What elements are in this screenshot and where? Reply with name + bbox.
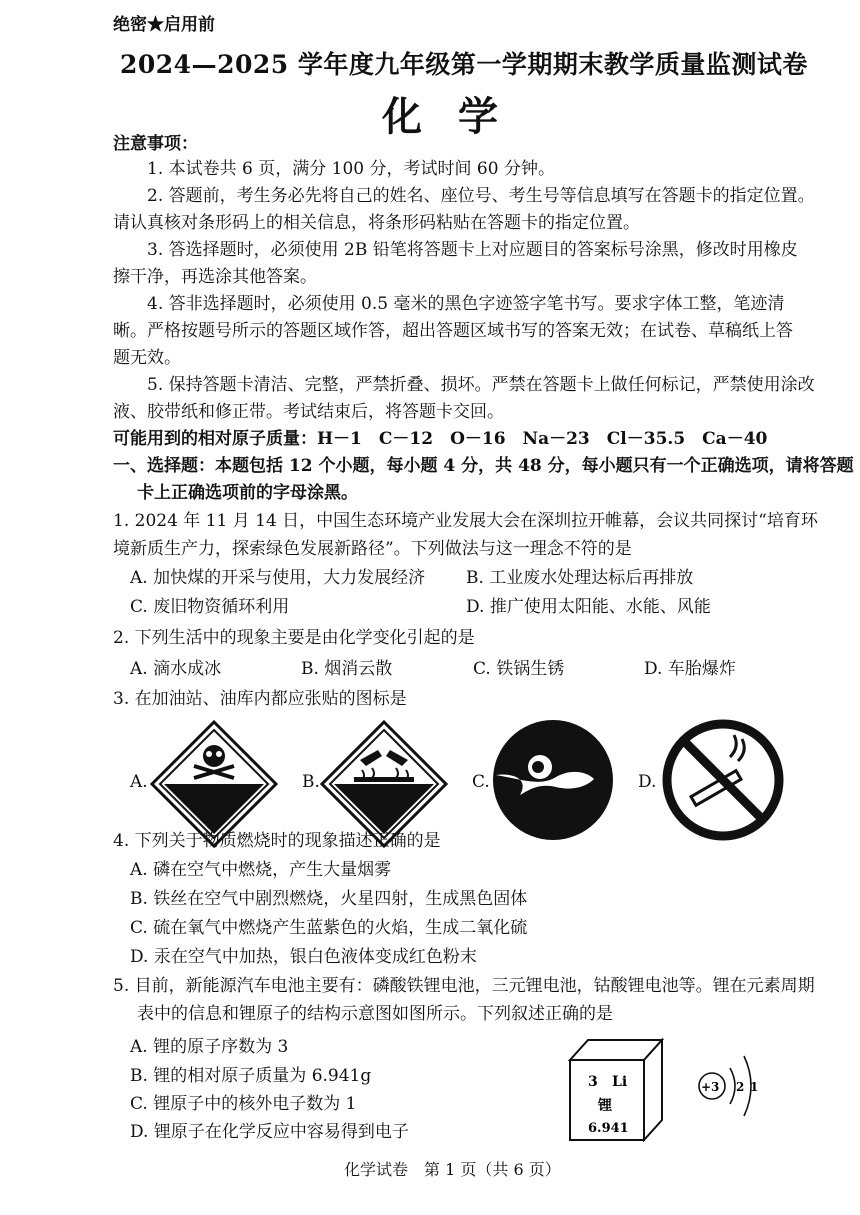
q3-option-d: D. <box>638 772 657 792</box>
q1-stem-cont: 境新质生产力，探索绿色发展新路径”。下列做法与这一理念不符的是 <box>113 539 632 559</box>
shell1-electrons: 2 <box>736 1080 745 1094</box>
note-line: 请认真核对条形码上的相关信息，将条形码粘贴在答题卡的指定位置。 <box>113 213 640 233</box>
q4-option-d: D. 汞在空气中加热，银白色液体变成红色粉末 <box>130 947 477 967</box>
q4-option-a: A. 磷在空气中燃烧，产生大量烟雾 <box>130 860 392 880</box>
q3-option-c: C. <box>472 772 490 792</box>
q4-option-c: C. 硫在氧气中燃烧产生蓝紫色的火焰，生成二氧化硫 <box>130 918 528 938</box>
element-card <box>562 1034 666 1142</box>
q5-option-b: B. 锂的相对原子质量为 6.941g <box>130 1066 372 1086</box>
q5-option-c: C. 锂原子中的核外电子数为 1 <box>130 1094 357 1114</box>
q5-stem-cont: 表中的信息和锂原子的结构示意图如图所示。下列叙述正确的是 <box>137 1004 613 1024</box>
q3-option-a: A. <box>130 772 148 792</box>
note-line: 1. 本试卷共 6 页，满分 100 分，考试时间 60 分钟。 <box>147 159 555 179</box>
note-line: 擦干净，再选涂其他答案。 <box>113 267 317 287</box>
q2-option-d: D. 车胎爆炸 <box>644 659 736 679</box>
q2-option-c: C. 铁锅生锈 <box>473 659 565 679</box>
subject-title: 化学 <box>382 93 534 140</box>
note-line: 3. 答选择题时，必须使用 2B 铅笔将答题卡上对应题目的答案标号涂黑，修改时用橡皮 <box>147 240 798 260</box>
q3-option-b: B. <box>302 772 320 792</box>
no-smoking-icon <box>660 717 786 843</box>
section-heading: 一、选择题：本题包括 12 个小题，每小题 4 分，共 48 分，每小题只有一个正确选项，请将答题 <box>113 456 854 476</box>
toxic-sign-icon <box>150 720 278 848</box>
atom-structure-diagram <box>692 1046 772 1126</box>
exam-title: 2024—2025 学年度九年级第一学期期末教学质量监测试卷 <box>120 50 808 79</box>
element-symbol: Li <box>612 1074 628 1090</box>
q2-stem: 2. 下列生活中的现象主要是由化学变化引起的是 <box>113 628 475 648</box>
atomic-number: 3 <box>588 1074 598 1090</box>
q3-stem: 3. 在加油站、油库内都应张贴的图标是 <box>113 689 407 709</box>
q1-option-c: C. 废旧物资循环利用 <box>130 597 290 617</box>
section-heading-cont: 卡上正确选项前的字母涂黑。 <box>137 483 358 503</box>
note-line: 5. 保持答题卡清洁、完整，严禁折叠、损坏。严禁在答题卡上做任何标记，严禁使用涂改 <box>147 375 815 395</box>
q1-stem: 1. 2024 年 11 月 14 日，中国生态环境产业发展大会在深圳拉开帷幕，会议共同探讨“培育环 <box>113 511 818 531</box>
element-name: 锂 <box>598 1098 612 1114</box>
note-line: 题无效。 <box>113 348 181 368</box>
atomic-mass: 6.941 <box>588 1121 629 1136</box>
q4-stem: 4. 下列关于物质燃烧时的现象描述正确的是 <box>113 831 441 851</box>
q2-option-b: B. 烟消云散 <box>301 659 393 679</box>
symbol-sign-icon <box>490 717 616 843</box>
q5-option-a: A. 锂的原子序数为 3 <box>130 1037 289 1057</box>
q1-option-d: D. 推广使用太阳能、水能、风能 <box>466 597 711 617</box>
q1-option-b: B. 工业废水处理达标后再排放 <box>466 568 694 588</box>
q5-stem: 5. 目前，新能源汽车电池主要有：磷酸铁锂电池，三元锂电池，钴酸锂电池等。锂在元素周期 <box>113 976 815 996</box>
atomic-masses: 可能用到的相对原子质量：H－1 C－12 O－16 Na－23 Cl－35.5 Ca－40 <box>113 429 768 449</box>
q1-option-a: A. 加快煤的开采与使用，大力发展经济 <box>130 568 426 588</box>
page-footer: 化学试卷 第 1 页（共 6 页） <box>344 1160 561 1179</box>
corrosive-sign-icon <box>320 720 448 848</box>
q4-option-b: B. 铁丝在空气中剧烈燃烧，火星四射，生成黑色固体 <box>130 889 528 909</box>
note-line: 液、胶带纸和修正带。考试结束后，将答题卡交回。 <box>113 402 504 422</box>
note-line: 4. 答非选择题时，必须使用 0.5 毫米的黑色字迹签字笔书写。要求字体工整，笔迹清 <box>147 294 785 314</box>
notes-heading: 注意事项： <box>113 134 198 154</box>
shell2-electrons: 1 <box>750 1080 759 1094</box>
note-line: 晰。严格按题号所示的答题区域作答，超出答题区域书写的答案无效；在试卷、草稿纸上答 <box>113 321 793 341</box>
q2-option-a: A. 滴水成冰 <box>130 659 222 679</box>
confidential-label: 绝密★启用前 <box>113 15 215 35</box>
q5-option-d: D. 锂原子在化学反应中容易得到电子 <box>130 1122 409 1142</box>
note-line: 2. 答题前，考生务必先将自己的姓名、座位号、考生号等信息填写在答题卡的指定位置。 <box>147 186 815 206</box>
nucleus-charge: +3 <box>701 1080 720 1094</box>
